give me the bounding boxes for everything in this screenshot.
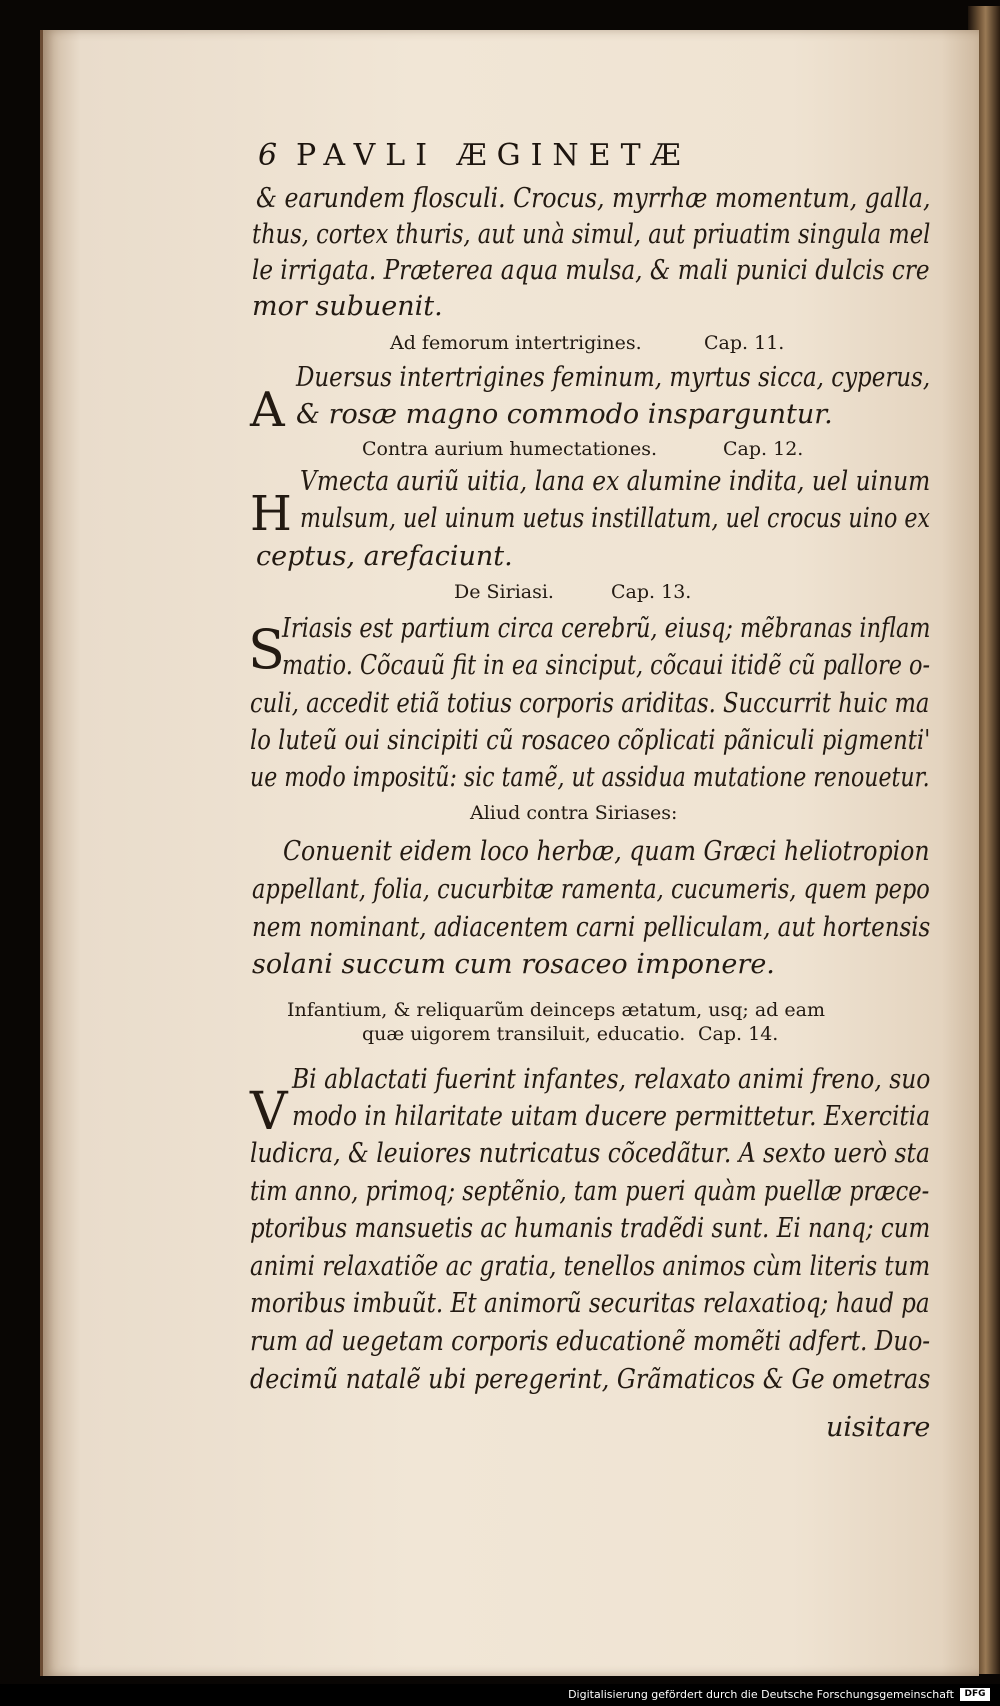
text-line: animi relaxatiõe ac gratia, tenellos animos cùm literis tum [250,1251,931,1282]
text-line: decimũ natalẽ ubi peregerint, Grãmaticos & Ge ometras [250,1364,931,1395]
text-line: ptoribus mansuetis ac humanis tradẽdi sunt. Ei nanq; cum [250,1213,931,1244]
chapter-number: Cap. 14. [698,1023,779,1045]
text-line: rum ad uegetam corporis educationẽ momẽti adfert. Duo- [250,1326,931,1357]
text-line: culi, accedit etiã totius corporis ariditas. Succurrit huic ma [250,688,930,719]
text-line: le irrigata. Præterea aqua mulsa, & mali punici dulcis cre [252,255,930,286]
initial-letter: H [250,486,292,542]
text-line: & rosæ magno commodo insparguntur. [296,399,833,430]
text-line: Iriasis est partium circa cerebrũ, eiusq; mẽbranas inflam [282,613,931,644]
text-line: lo luteũ oui sincipiti cũ rosaceo cõplicati pãniculi pigmenti' [250,725,931,756]
chapter-heading: Contra aurium humectationes. [362,438,658,460]
dfg-logo: DFG [960,1688,990,1701]
running-head: PAVLI ÆGINETÆ [296,138,691,173]
catchword: uisitare [826,1412,931,1443]
text-line: modo in hilaritate uitam ducere permittetur. Exercitia [292,1101,931,1132]
text-line: thus, cortex thuris, aut unà simul, aut priuatim singula mel [252,219,931,250]
text-line: matio. Cõcauũ fit in ea sinciput, cõcaui itidẽ cũ pallore o- [282,650,931,681]
page-number: 6 [258,138,278,173]
initial-letter: V [250,1082,288,1142]
initial-letter: S [248,618,285,681]
text-line: ludicra, & leuiores nutricatus cõcedãtur. A sexto uerò sta [250,1138,930,1169]
initial-letter: A [250,382,285,438]
chapter-number: Cap. 13. [611,581,692,603]
text-line: Conuenit eidem loco herbæ, quam Græci heliotropion [283,836,930,867]
text-line: mulsum, uel uinum uetus instillatum, uel crocus uino ex [300,503,930,534]
chapter-heading-line-2: quæ uigorem transiluit, educatio. [362,1023,686,1045]
chapter-heading: Ad femorum intertrigines. [390,332,642,354]
text-line: Bi ablactati fuerint infantes, relaxato animi freno, suo [292,1064,931,1095]
text-line: ue modo impositũ: sic tamẽ, ut assidua mutatione renouetur. [250,762,930,793]
text-line: Duersus intertrigines feminum, myrtus sicca, cyperus, [296,362,931,393]
footer-credit: Digitalisierung gefördert durch die Deutsche Forschungsgemeinschaft [568,1688,954,1701]
chapter-number: Cap. 12. [723,438,804,460]
chapter-number: Cap. 11. [704,332,785,354]
text-line: appellant, folia, cucurbitæ ramenta, cucumeris, quem pepo [252,874,930,905]
text-line: mor subuenit. [252,291,443,322]
chapter-heading: Infantium, & reliquarũm deinceps ætatum, usq; ad eam [287,999,825,1021]
text-line: & earundem flosculi. Crocus, myrrhæ momentum, galla, [256,183,931,214]
text-line: tim anno, primoq; septẽnio, tam pueri quàm puellæ præce- [250,1176,930,1207]
text-line: ceptus, arefaciunt. [256,541,513,572]
text-line: moribus imbuũt. Et animorũ securitas relaxatioq; haud pa [250,1288,930,1319]
section-heading: Aliud contra Siriases: [470,802,678,824]
text-line: Vmecta auriũ uitia, lana ex alumine indita, uel uinum [300,466,931,497]
chapter-heading: De Siriasi. [454,581,554,603]
text-line: solani succum cum rosaceo imponere. [252,949,775,980]
text-line: nem nominant, adiacentem carni pelliculam, aut hortensis [252,912,931,943]
